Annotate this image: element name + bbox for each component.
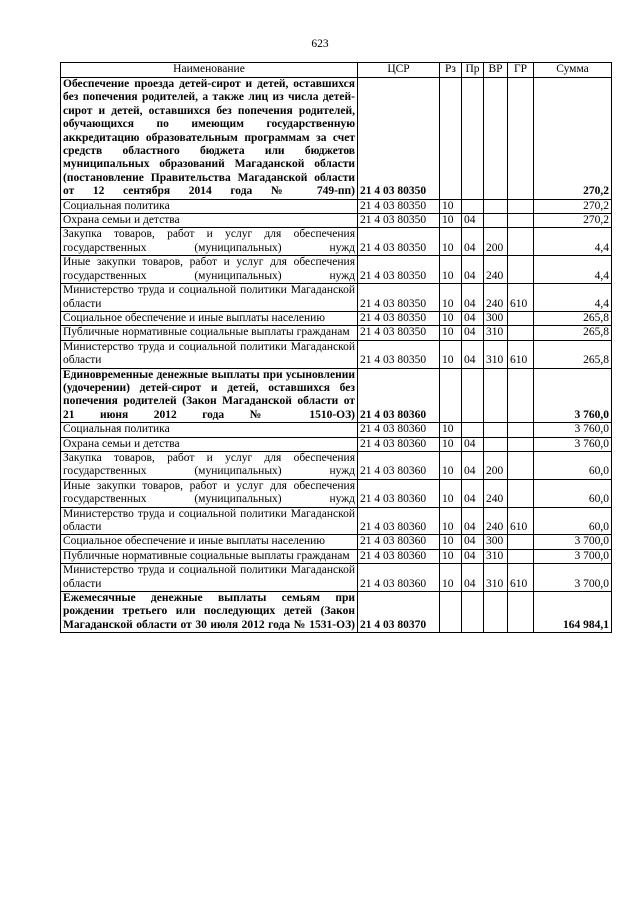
cell-pr: 04 bbox=[462, 284, 484, 312]
cell-sum: 3 700,0 bbox=[534, 535, 612, 549]
table-row bbox=[61, 256, 612, 284]
cell-rz bbox=[440, 78, 462, 200]
cell-pr: 04 bbox=[462, 340, 484, 368]
table-row bbox=[61, 592, 612, 633]
cell-sum: 265,8 bbox=[534, 311, 612, 325]
table-row bbox=[61, 199, 612, 213]
cell-name: Социальная политика bbox=[61, 423, 358, 437]
cell-rz: 10 bbox=[440, 451, 462, 479]
table-row bbox=[61, 284, 612, 312]
cell-vr bbox=[484, 199, 508, 213]
cell-gr bbox=[508, 326, 534, 340]
cell-vr: 300 bbox=[484, 311, 508, 325]
cell-csr: 21 4 03 80350 bbox=[358, 256, 440, 284]
table-header-row bbox=[61, 63, 612, 78]
cell-gr bbox=[508, 437, 534, 451]
cell-csr: 21 4 03 80350 bbox=[358, 340, 440, 368]
cell-name: Министерство труда и социальной политики Магаданской области bbox=[61, 340, 358, 368]
table-row bbox=[61, 326, 612, 340]
cell-sum: 4,4 bbox=[534, 284, 612, 312]
cell-gr bbox=[508, 256, 534, 284]
cell-csr: 21 4 03 80360 bbox=[358, 368, 440, 423]
cell-gr: 610 bbox=[508, 507, 534, 535]
cell-csr: 21 4 03 80360 bbox=[358, 564, 440, 592]
table-row bbox=[61, 78, 612, 200]
cell-gr bbox=[508, 592, 534, 633]
cell-pr: 04 bbox=[462, 549, 484, 563]
cell-rz bbox=[440, 592, 462, 633]
cell-vr: 240 bbox=[484, 256, 508, 284]
header-csr: ЦСР bbox=[358, 63, 440, 78]
header-pr: Пр bbox=[462, 63, 484, 78]
cell-pr: 04 bbox=[462, 311, 484, 325]
cell-vr: 240 bbox=[484, 479, 508, 507]
cell-gr: 610 bbox=[508, 340, 534, 368]
cell-vr: 240 bbox=[484, 507, 508, 535]
cell-pr bbox=[462, 199, 484, 213]
cell-name: Закупка товаров, работ и услуг для обеспечения государственных (муниципальных) нужд bbox=[61, 228, 358, 256]
table-row bbox=[61, 340, 612, 368]
page-number: 623 bbox=[311, 38, 329, 50]
cell-sum: 3 760,0 bbox=[534, 423, 612, 437]
cell-csr: 21 4 03 80350 bbox=[358, 311, 440, 325]
cell-sum: 265,8 bbox=[534, 326, 612, 340]
cell-sum: 270,2 bbox=[534, 78, 612, 200]
header-name: Наименование bbox=[61, 63, 358, 78]
cell-vr: 200 bbox=[484, 451, 508, 479]
cell-name: Министерство труда и социальной политики Магаданской области bbox=[61, 507, 358, 535]
cell-name: Ежемесячные денежные выплаты семьям при рождении третьего или последующих детей (Закон Магаданской области от 30 июля 2012 года № 1531-ОЗ) bbox=[61, 592, 358, 633]
header-rz: Рз bbox=[440, 63, 462, 78]
cell-pr bbox=[462, 423, 484, 437]
cell-sum: 270,2 bbox=[534, 214, 612, 228]
cell-vr bbox=[484, 592, 508, 633]
cell-csr: 21 4 03 80350 bbox=[358, 326, 440, 340]
cell-sum: 60,0 bbox=[534, 451, 612, 479]
cell-rz: 10 bbox=[440, 199, 462, 213]
cell-gr bbox=[508, 479, 534, 507]
cell-vr bbox=[484, 437, 508, 451]
cell-rz: 10 bbox=[440, 214, 462, 228]
header-vr: ВР bbox=[484, 63, 508, 78]
cell-vr: 310 bbox=[484, 340, 508, 368]
cell-name: Закупка товаров, работ и услуг для обеспечения государственных (муниципальных) нужд bbox=[61, 451, 358, 479]
table-row bbox=[61, 479, 612, 507]
cell-csr: 21 4 03 80360 bbox=[358, 423, 440, 437]
cell-vr bbox=[484, 214, 508, 228]
cell-pr: 04 bbox=[462, 564, 484, 592]
cell-name: Иные закупки товаров, работ и услуг для обеспечения государственных (муниципальных) нужд bbox=[61, 479, 358, 507]
cell-rz: 10 bbox=[440, 535, 462, 549]
cell-pr: 04 bbox=[462, 256, 484, 284]
cell-csr: 21 4 03 80360 bbox=[358, 507, 440, 535]
cell-vr: 310 bbox=[484, 326, 508, 340]
cell-pr: 04 bbox=[462, 326, 484, 340]
cell-gr bbox=[508, 549, 534, 563]
table-row bbox=[61, 564, 612, 592]
cell-name: Социальная политика bbox=[61, 199, 358, 213]
cell-csr: 21 4 03 80370 bbox=[358, 592, 440, 633]
cell-gr bbox=[508, 78, 534, 200]
cell-gr bbox=[508, 311, 534, 325]
cell-rz: 10 bbox=[440, 479, 462, 507]
cell-vr bbox=[484, 368, 508, 423]
table-row bbox=[61, 368, 612, 423]
table-row bbox=[61, 549, 612, 563]
cell-name: Иные закупки товаров, работ и услуг для обеспечения государственных (муниципальных) нужд bbox=[61, 256, 358, 284]
header-sum: Сумма bbox=[534, 63, 612, 78]
cell-csr: 21 4 03 80360 bbox=[358, 535, 440, 549]
cell-vr: 240 bbox=[484, 284, 508, 312]
cell-pr: 04 bbox=[462, 451, 484, 479]
cell-rz: 10 bbox=[440, 256, 462, 284]
cell-rz: 10 bbox=[440, 311, 462, 325]
cell-rz: 10 bbox=[440, 564, 462, 592]
cell-csr: 21 4 03 80350 bbox=[358, 199, 440, 213]
cell-name: Публичные нормативные социальные выплаты гражданам bbox=[61, 549, 358, 563]
cell-sum: 3 700,0 bbox=[534, 564, 612, 592]
cell-name: Охрана семьи и детства bbox=[61, 437, 358, 451]
table-row bbox=[61, 214, 612, 228]
cell-sum: 3 760,0 bbox=[534, 368, 612, 423]
cell-pr bbox=[462, 78, 484, 200]
cell-csr: 21 4 03 80360 bbox=[358, 549, 440, 563]
cell-sum: 3 760,0 bbox=[534, 437, 612, 451]
cell-gr bbox=[508, 423, 534, 437]
cell-pr: 04 bbox=[462, 228, 484, 256]
cell-pr: 04 bbox=[462, 437, 484, 451]
cell-rz: 10 bbox=[440, 549, 462, 563]
cell-sum: 4,4 bbox=[534, 256, 612, 284]
cell-name: Обеспечение проезда детей-сирот и детей, оставшихся без попечения родителей, а также лиц из числа детей-сирот и детей, оставшихся без попечения родителей, обучающихся по имеющим государственную аккредитацию образовательным программам за счет средств областного бюджета или бюджетов муниципальных образований Магаданской области (постановление Правительства Магаданской области от 12 сентября 2014 года № 749-пп) bbox=[61, 78, 358, 200]
table-row bbox=[61, 535, 612, 549]
cell-gr bbox=[508, 199, 534, 213]
table-row bbox=[61, 311, 612, 325]
header-gr: ГР bbox=[508, 63, 534, 78]
cell-vr: 200 bbox=[484, 228, 508, 256]
cell-sum: 60,0 bbox=[534, 479, 612, 507]
cell-pr: 04 bbox=[462, 479, 484, 507]
cell-sum: 3 700,0 bbox=[534, 549, 612, 563]
table-row bbox=[61, 228, 612, 256]
table-body bbox=[61, 78, 612, 633]
cell-csr: 21 4 03 80360 bbox=[358, 479, 440, 507]
cell-rz: 10 bbox=[440, 423, 462, 437]
cell-pr: 04 bbox=[462, 507, 484, 535]
cell-gr bbox=[508, 368, 534, 423]
cell-csr: 21 4 03 80350 bbox=[358, 78, 440, 200]
table-row bbox=[61, 451, 612, 479]
cell-csr: 21 4 03 80360 bbox=[358, 451, 440, 479]
cell-vr: 310 bbox=[484, 564, 508, 592]
cell-gr bbox=[508, 535, 534, 549]
cell-rz: 10 bbox=[440, 228, 462, 256]
cell-name: Охрана семьи и детства bbox=[61, 214, 358, 228]
cell-vr: 310 bbox=[484, 549, 508, 563]
cell-csr: 21 4 03 80350 bbox=[358, 214, 440, 228]
cell-sum: 164 984,1 bbox=[534, 592, 612, 633]
cell-sum: 60,0 bbox=[534, 507, 612, 535]
table-row bbox=[61, 423, 612, 437]
cell-gr bbox=[508, 228, 534, 256]
cell-pr: 04 bbox=[462, 535, 484, 549]
cell-pr bbox=[462, 368, 484, 423]
cell-rz: 10 bbox=[440, 507, 462, 535]
cell-rz: 10 bbox=[440, 326, 462, 340]
cell-pr bbox=[462, 592, 484, 633]
cell-sum: 270,2 bbox=[534, 199, 612, 213]
cell-rz: 10 bbox=[440, 437, 462, 451]
cell-rz: 10 bbox=[440, 284, 462, 312]
cell-gr bbox=[508, 451, 534, 479]
table-row bbox=[61, 437, 612, 451]
cell-csr: 21 4 03 80350 bbox=[358, 284, 440, 312]
cell-name: Публичные нормативные социальные выплаты гражданам bbox=[61, 326, 358, 340]
cell-gr: 610 bbox=[508, 564, 534, 592]
cell-csr: 21 4 03 80360 bbox=[358, 437, 440, 451]
cell-name: Министерство труда и социальной политики Магаданской области bbox=[61, 564, 358, 592]
cell-sum: 4,4 bbox=[534, 228, 612, 256]
cell-name: Министерство труда и социальной политики Магаданской области bbox=[61, 284, 358, 312]
cell-name: Социальное обеспечение и иные выплаты населению bbox=[61, 535, 358, 549]
cell-csr: 21 4 03 80350 bbox=[358, 228, 440, 256]
cell-vr bbox=[484, 423, 508, 437]
table-row bbox=[61, 507, 612, 535]
cell-gr bbox=[508, 214, 534, 228]
cell-gr: 610 bbox=[508, 284, 534, 312]
cell-vr: 300 bbox=[484, 535, 508, 549]
cell-rz bbox=[440, 368, 462, 423]
cell-name: Единовременные денежные выплаты при усыновлении (удочерении) детей-сирот и детей, оставшихся без попечения родителей (Закон Магаданской области от 21 июня 2012 года № 1510-ОЗ) bbox=[61, 368, 358, 423]
cell-vr bbox=[484, 78, 508, 200]
cell-sum: 265,8 bbox=[534, 340, 612, 368]
cell-pr: 04 bbox=[462, 214, 484, 228]
cell-rz: 10 bbox=[440, 340, 462, 368]
cell-name: Социальное обеспечение и иные выплаты населению bbox=[61, 311, 358, 325]
budget-table bbox=[60, 62, 612, 633]
